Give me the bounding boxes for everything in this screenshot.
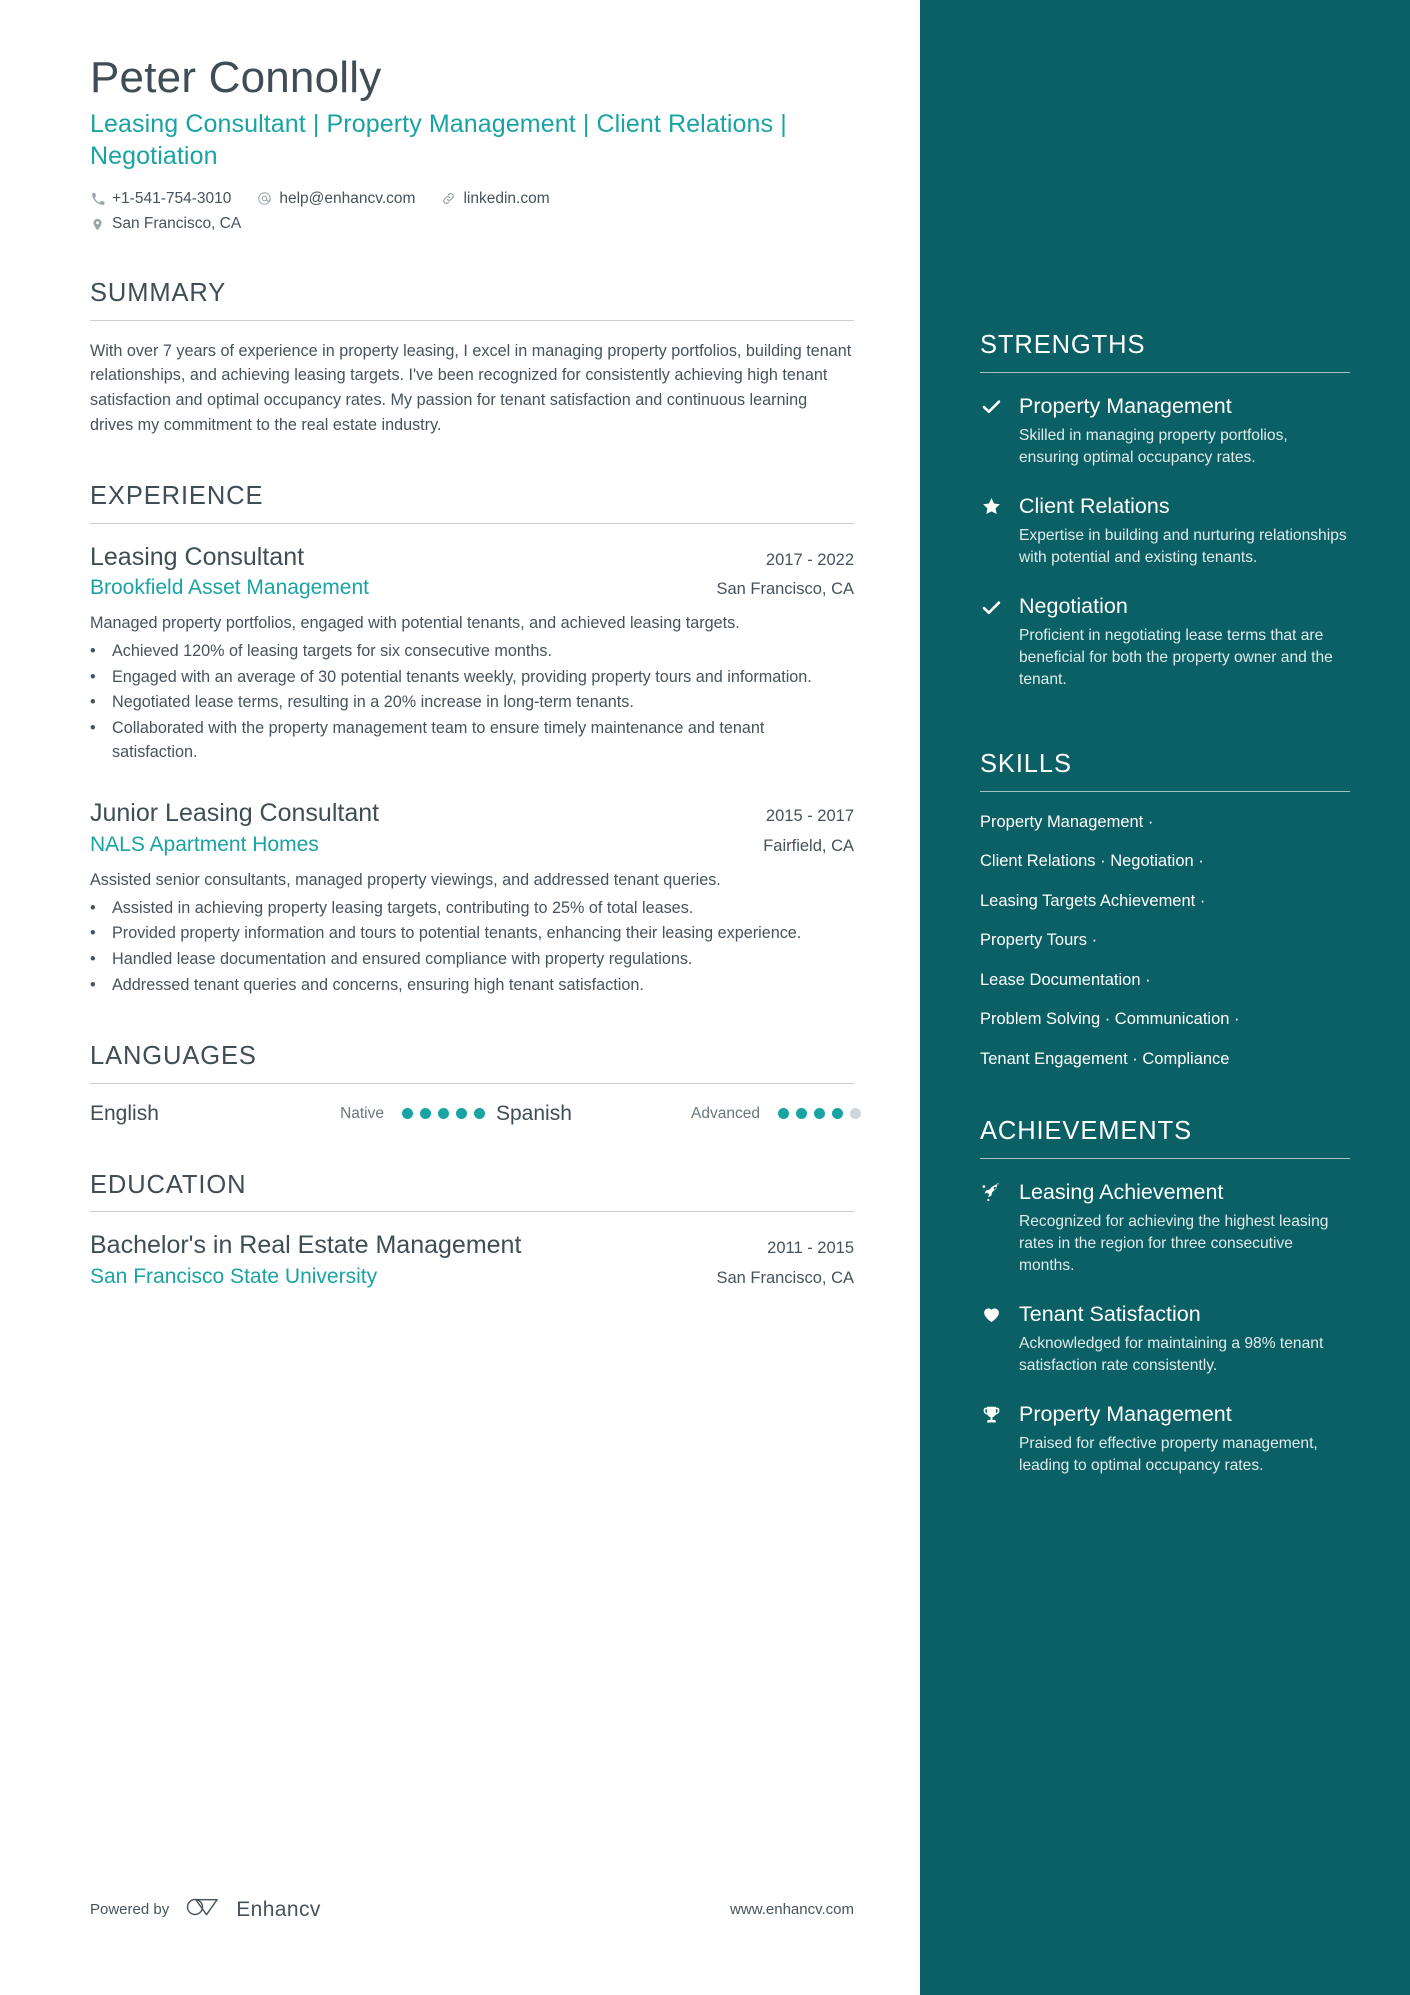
phone-icon	[90, 191, 105, 206]
powered-by-label: Powered by	[90, 1901, 170, 1918]
entry-org-row	[90, 830, 854, 859]
bullet-text: Addressed tenant queries and concerns, ensuring high tenant satisfaction.	[112, 975, 644, 994]
strength-head	[980, 393, 1350, 421]
contact-location	[90, 214, 241, 234]
job-bullets	[90, 897, 854, 998]
strength-head	[980, 593, 1350, 621]
bullet-text: Provided property information and tours to potential tenants, enhancing their leasing experience.	[112, 924, 802, 943]
list-item	[90, 897, 854, 921]
achievements-heading: ACHIEVEMENTS	[980, 1117, 1192, 1146]
divider	[90, 1083, 854, 1084]
spacer	[980, 1080, 1350, 1116]
list-item	[90, 948, 854, 972]
experience-entry	[90, 798, 854, 997]
divider	[90, 523, 854, 524]
list-item	[90, 666, 854, 690]
location-pin-icon	[90, 217, 105, 232]
job-location: San Francisco, CA	[716, 580, 854, 599]
language-item-spanish	[496, 1102, 872, 1126]
divider	[980, 791, 1350, 792]
rocket-icon	[980, 1182, 1002, 1204]
school-location: San Francisco, CA	[716, 1268, 854, 1287]
powered-by-block	[90, 1896, 321, 1923]
contact-location-text: San Francisco, CA	[112, 215, 242, 233]
strengths-heading: STRENGTHS	[980, 331, 1146, 359]
languages-heading: LANGUAGES	[90, 1042, 257, 1071]
rating-dot-filled	[814, 1108, 825, 1119]
entry-title-row	[90, 798, 854, 830]
job-bullets	[90, 640, 854, 764]
at-email-icon	[257, 191, 272, 206]
sidebar	[920, 0, 1410, 1995]
language-rating-dots	[778, 1108, 872, 1119]
contact-phone[interactable]	[90, 189, 231, 209]
rating-dot-filled	[456, 1108, 467, 1119]
contact-info	[90, 189, 854, 234]
education-entry	[90, 1230, 854, 1290]
rating-dot-filled	[778, 1108, 789, 1119]
strength-description: Skilled in managing property portfolios, ensuring optimal occupancy rates.	[1019, 426, 1288, 466]
job-description: Assisted senior consultants, managed property viewings, and addressed tenant queries.	[90, 870, 721, 889]
rating-dot-filled	[438, 1108, 449, 1119]
contact-linkedin[interactable]	[441, 189, 549, 209]
section-languages	[90, 1041, 854, 1126]
professional-headline: Leasing Consultant | Property Management | Client Relations | Negotiation	[90, 109, 787, 171]
list-item	[90, 974, 854, 998]
achievement-description: Recognized for achieving the highest leasing rates in the region for three consecutive months.	[1019, 1212, 1329, 1274]
contact-linkedin-text: linkedin.com	[463, 189, 550, 207]
bullet-text: Negotiated lease terms, resulting in a 20% increase in long-term tenants.	[112, 693, 634, 712]
language-level: Advanced	[691, 1104, 760, 1122]
link-icon	[441, 191, 456, 206]
school-name: San Francisco State University	[90, 1264, 378, 1288]
skill-line: Property Tours ·	[980, 931, 1098, 950]
rating-dot-filled	[796, 1108, 807, 1119]
language-name: English	[90, 1101, 159, 1125]
section-summary	[90, 278, 854, 437]
experience-heading: EXPERIENCE	[90, 482, 264, 511]
bullet-dot: •	[90, 924, 96, 943]
degree-title: Bachelor's in Real Estate Management	[90, 1231, 522, 1260]
divider	[980, 1158, 1350, 1159]
bullet-text: Engaged with an average of 30 potential tenants weekly, providing property tours and information.	[112, 667, 812, 686]
summary-text: With over 7 years of experience in property leasing, I excel in managing property portfolios, building tenant relationships, and achieving leasing targets. I've been recognized for consistently achieving high tenant satisfaction and optimal occupancy rates. My passion for tenant satisfaction and continuous learning drives my commitment to the real estate industry.	[90, 341, 852, 434]
entry-org-row	[90, 573, 854, 602]
skill-line: Problem Solving · Communication ·	[980, 1010, 1240, 1029]
list-item	[90, 691, 854, 715]
skill-line: Lease Documentation ·	[980, 970, 1151, 989]
rating-dot-filled	[420, 1108, 431, 1119]
language-rating-dots	[402, 1108, 496, 1119]
languages-row	[90, 1102, 854, 1126]
job-organization: NALS Apartment Homes	[90, 832, 319, 856]
education-heading: EDUCATION	[90, 1170, 247, 1199]
list-item	[90, 640, 854, 664]
contact-line-primary	[90, 189, 854, 209]
check-icon	[980, 596, 1002, 618]
job-dates: 2017 - 2022	[765, 550, 854, 569]
language-name: Spanish	[496, 1101, 572, 1125]
page-footer	[90, 1896, 854, 1923]
strength-item	[980, 393, 1350, 469]
entry-title-row	[90, 1230, 854, 1262]
achievement-head	[980, 1401, 1350, 1429]
skill-line: Tenant Engagement · Compliance	[980, 1049, 1230, 1068]
achievement-head	[980, 1179, 1350, 1207]
bullet-dot: •	[90, 693, 96, 712]
summary-heading: SUMMARY	[90, 279, 227, 308]
bullet-dot: •	[90, 949, 96, 968]
strength-description: Proficient in negotiating lease terms that are beneficial for both the property owner and the tenant.	[1019, 626, 1333, 689]
list-item	[90, 717, 854, 764]
bullet-text: Achieved 120% of leasing targets for six consecutive months.	[112, 642, 552, 661]
contact-line-secondary	[90, 214, 854, 234]
achievement-title: Property Management	[1019, 1402, 1232, 1427]
strength-title: Property Management	[1019, 393, 1232, 418]
website-url[interactable]: www.enhancv.com	[730, 1901, 854, 1918]
rating-dot-filled	[402, 1108, 413, 1119]
enhancv-logo-icon	[185, 1896, 225, 1923]
degree-dates: 2011 - 2015	[767, 1239, 854, 1258]
bullet-text: Handled lease documentation and ensured compliance with property regulations.	[112, 949, 693, 968]
achievement-head	[980, 1301, 1350, 1329]
strength-item	[980, 493, 1350, 569]
enhancv-brand	[185, 1896, 321, 1923]
section-strengths	[980, 330, 1350, 691]
enhancv-brand-name: Enhancv	[236, 1897, 321, 1921]
strength-title: Negotiation	[1019, 594, 1128, 619]
section-experience	[90, 481, 854, 997]
job-description: Managed property portfolios, engaged with potential tenants, and achieved leasing targets.	[90, 614, 740, 633]
strength-item	[980, 593, 1350, 691]
section-skills	[980, 749, 1350, 1070]
list-item	[90, 922, 854, 946]
bullet-text: Collaborated with the property management team to ensure timely maintenance and tenant satisfaction.	[112, 719, 765, 761]
trophy-icon	[980, 1404, 1002, 1426]
achievement-title: Tenant Satisfaction	[1019, 1302, 1201, 1326]
language-item-english	[90, 1102, 496, 1126]
strength-title: Client Relations	[1019, 493, 1170, 518]
entry-title-row	[90, 542, 854, 574]
star-icon	[980, 496, 1002, 518]
job-title: Junior Leasing Consultant	[90, 799, 380, 828]
experience-entry	[90, 542, 854, 764]
page-title: Peter Connolly	[90, 53, 382, 102]
job-dates: 2015 - 2017	[765, 807, 854, 826]
job-organization: Brookfield Asset Management	[90, 576, 369, 600]
skills-heading: SKILLS	[980, 750, 1072, 779]
bullet-dot: •	[90, 719, 96, 738]
achievement-item	[980, 1401, 1350, 1477]
rating-dot-filled	[474, 1108, 485, 1119]
job-location: Fairfield, CA	[763, 836, 854, 855]
bullet-dot: •	[90, 642, 96, 661]
achievement-item	[980, 1301, 1350, 1377]
language-level: Native	[340, 1104, 384, 1122]
section-education	[90, 1170, 854, 1291]
divider	[980, 372, 1350, 373]
entry-org-row	[90, 1262, 854, 1291]
strength-head	[980, 493, 1350, 521]
spacer	[980, 715, 1350, 749]
achievement-description: Acknowledged for maintaining a 98% tenant satisfaction rate consistently.	[1019, 1334, 1324, 1375]
contact-email-text: help@enhancv.com	[279, 189, 416, 207]
achievement-description: Praised for effective property management, leading to optimal occupancy rates.	[1019, 1435, 1318, 1475]
section-achievements	[980, 1116, 1350, 1477]
skill-line: Leasing Targets Achievement ·	[980, 891, 1206, 910]
strength-description: Expertise in building and nurturing relationships with potential and existing tenants.	[1019, 526, 1347, 566]
bullet-dot: •	[90, 975, 96, 994]
rating-dot-empty	[850, 1108, 861, 1119]
divider	[90, 320, 854, 321]
divider	[90, 1211, 854, 1212]
skill-line: Property Management ·	[980, 812, 1154, 831]
contact-phone-text: +1-541-754-3010	[112, 189, 232, 207]
heart-icon	[980, 1304, 1002, 1326]
contact-email[interactable]	[257, 189, 415, 209]
achievement-item	[980, 1179, 1350, 1277]
bullet-dot: •	[90, 898, 96, 917]
bullet-dot: •	[90, 667, 96, 686]
rating-dot-filled	[832, 1108, 843, 1119]
bullet-text: Assisted in achieving property leasing targets, contributing to 25% of total leases.	[112, 898, 694, 917]
achievement-title: Leasing Achievement	[1019, 1179, 1224, 1204]
check-icon	[980, 396, 1002, 418]
skill-line: Client Relations · Negotiation ·	[980, 852, 1204, 871]
job-title: Leasing Consultant	[90, 542, 305, 571]
